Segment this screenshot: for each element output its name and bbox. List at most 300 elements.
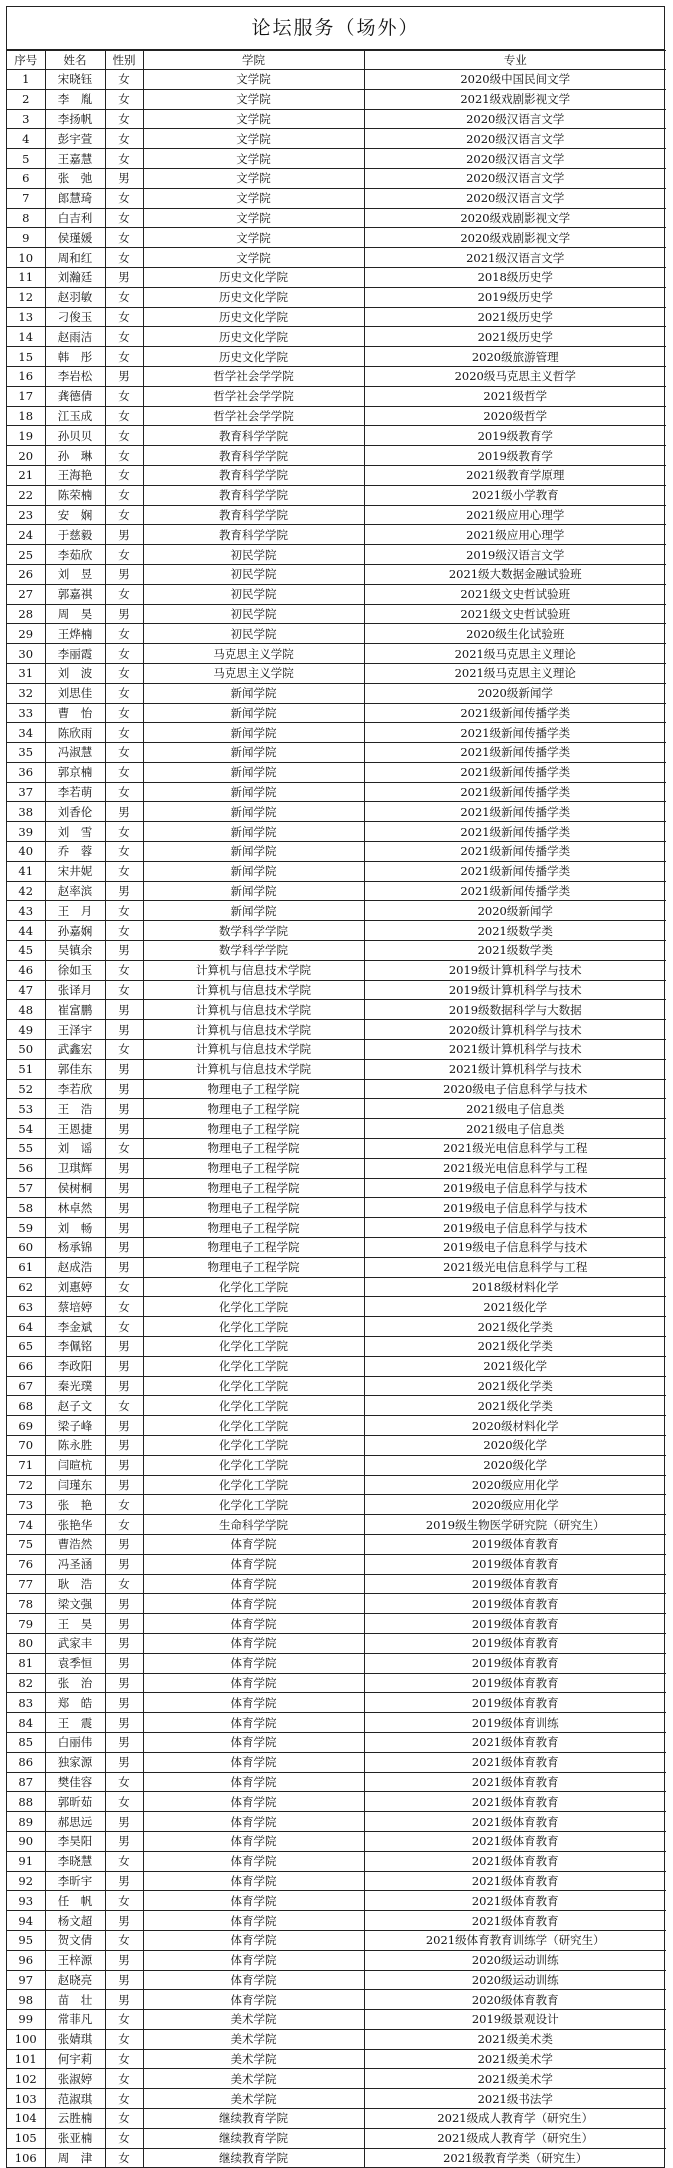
- index-cell: 65: [7, 1337, 45, 1357]
- gender-cell: 男: [105, 267, 143, 287]
- table-row: [7, 1792, 666, 1812]
- name-cell: 赵率滨: [45, 881, 105, 901]
- college-cell: 文学院: [143, 149, 364, 169]
- college-cell: 体育学院: [143, 1970, 364, 1990]
- gender-cell: 男: [105, 168, 143, 188]
- index-cell: 91: [7, 1851, 45, 1871]
- gender-cell: 男: [105, 1475, 143, 1495]
- major-cell: 2021级电子信息类: [364, 1099, 666, 1119]
- major-cell: 2021级新闻传播学类: [364, 762, 666, 782]
- gender-cell: 男: [105, 1732, 143, 1752]
- gender-cell: 女: [105, 1040, 143, 1060]
- gender-cell: 男: [105, 802, 143, 822]
- index-cell: 61: [7, 1257, 45, 1277]
- name-cell: 刘思佳: [45, 683, 105, 703]
- index-cell: 77: [7, 1574, 45, 1594]
- gender-cell: 女: [105, 1396, 143, 1416]
- gender-cell: 女: [105, 2148, 143, 2167]
- name-cell: 王 昊: [45, 1614, 105, 1634]
- college-cell: 化学化工学院: [143, 1376, 364, 1396]
- name-cell: 秦光璞: [45, 1376, 105, 1396]
- gender-cell: 女: [105, 980, 143, 1000]
- name-cell: 杨文超: [45, 1911, 105, 1931]
- name-cell: 吴镇余: [45, 941, 105, 961]
- major-cell: 2021级新闻传播学类: [364, 723, 666, 743]
- index-cell: 11: [7, 267, 45, 287]
- gender-cell: 女: [105, 2069, 143, 2089]
- table-row: [7, 1178, 666, 1198]
- name-cell: 李昕宇: [45, 1871, 105, 1891]
- college-cell: 继续教育学院: [143, 2109, 364, 2129]
- index-cell: 102: [7, 2069, 45, 2089]
- name-cell: 郭昕茹: [45, 1792, 105, 1812]
- college-cell: 教育科学学院: [143, 485, 364, 505]
- name-cell: 白丽伟: [45, 1732, 105, 1752]
- gender-cell: 男: [105, 1831, 143, 1851]
- gender-cell: 男: [105, 1752, 143, 1772]
- name-cell: 孙贝贝: [45, 426, 105, 446]
- name-cell: 樊佳容: [45, 1772, 105, 1792]
- index-cell: 92: [7, 1871, 45, 1891]
- name-cell: 陈永胜: [45, 1435, 105, 1455]
- name-cell: 周和红: [45, 248, 105, 268]
- college-cell: 教育科学学院: [143, 426, 364, 446]
- name-cell: 刘 畅: [45, 1218, 105, 1238]
- name-cell: 刁俊玉: [45, 307, 105, 327]
- gender-cell: 女: [105, 723, 143, 743]
- major-cell: 2019级体育教育: [364, 1574, 666, 1594]
- major-cell: 2019级教育学: [364, 446, 666, 466]
- major-cell: 2021级新闻传播学类: [364, 861, 666, 881]
- index-cell: 7: [7, 188, 45, 208]
- index-cell: 100: [7, 2029, 45, 2049]
- major-cell: 2019级体育教育: [364, 1594, 666, 1614]
- index-cell: 83: [7, 1693, 45, 1713]
- index-cell: 66: [7, 1356, 45, 1376]
- name-cell: 李政阳: [45, 1356, 105, 1376]
- college-cell: 新闻学院: [143, 861, 364, 881]
- table-row: [7, 1614, 666, 1634]
- index-cell: 22: [7, 485, 45, 505]
- index-cell: 99: [7, 2010, 45, 2030]
- name-cell: 周 津: [45, 2148, 105, 2167]
- name-cell: 赵子文: [45, 1396, 105, 1416]
- sheet-title: 论坛服务（场外）: [7, 7, 664, 50]
- gender-cell: 男: [105, 1673, 143, 1693]
- name-cell: 范淑琪: [45, 2089, 105, 2109]
- name-cell: 韩 彤: [45, 347, 105, 367]
- name-cell: 刘 昱: [45, 564, 105, 584]
- major-cell: 2021级汉语言文学: [364, 248, 666, 268]
- index-cell: 103: [7, 2089, 45, 2109]
- gender-cell: 女: [105, 703, 143, 723]
- major-cell: 2020级旅游管理: [364, 347, 666, 367]
- gender-cell: 女: [105, 287, 143, 307]
- major-cell: 2021级体育教育: [364, 1772, 666, 1792]
- college-cell: 体育学院: [143, 1693, 364, 1713]
- college-cell: 文学院: [143, 89, 364, 109]
- gender-cell: 女: [105, 545, 143, 565]
- gender-cell: 女: [105, 1891, 143, 1911]
- college-cell: 体育学院: [143, 1732, 364, 1752]
- college-cell: 化学化工学院: [143, 1356, 364, 1376]
- index-cell: 75: [7, 1534, 45, 1554]
- major-cell: 2021级数学类: [364, 921, 666, 941]
- name-cell: 张艳华: [45, 1515, 105, 1535]
- index-cell: 15: [7, 347, 45, 367]
- name-cell: 曹 怡: [45, 703, 105, 723]
- major-cell: 2021级马克思主义理论: [364, 663, 666, 683]
- college-cell: 体育学院: [143, 1812, 364, 1832]
- index-cell: 87: [7, 1772, 45, 1792]
- name-cell: 冯淑慧: [45, 743, 105, 763]
- major-cell: 2020级材料化学: [364, 1416, 666, 1436]
- college-cell: 新闻学院: [143, 703, 364, 723]
- name-cell: 李若欣: [45, 1079, 105, 1099]
- college-cell: 美术学院: [143, 2049, 364, 2069]
- index-cell: 49: [7, 1020, 45, 1040]
- name-cell: 卫琪辉: [45, 1158, 105, 1178]
- index-cell: 55: [7, 1139, 45, 1159]
- gender-cell: 女: [105, 465, 143, 485]
- major-cell: 2020级汉语言文学: [364, 188, 666, 208]
- college-cell: 数学科学学院: [143, 941, 364, 961]
- college-cell: 体育学院: [143, 1851, 364, 1871]
- name-cell: 赵羽敏: [45, 287, 105, 307]
- major-cell: 2020级运动训练: [364, 1950, 666, 1970]
- gender-cell: 男: [105, 564, 143, 584]
- gender-cell: 女: [105, 1277, 143, 1297]
- index-cell: 16: [7, 366, 45, 386]
- major-cell: 2021级文史哲试验班: [364, 604, 666, 624]
- gender-cell: 男: [105, 1218, 143, 1238]
- major-cell: 2021级美术类: [364, 2029, 666, 2049]
- college-cell: 教育科学学院: [143, 505, 364, 525]
- name-cell: 李金斌: [45, 1317, 105, 1337]
- college-cell: 新闻学院: [143, 901, 364, 921]
- table-row: [7, 1059, 666, 1079]
- index-cell: 26: [7, 564, 45, 584]
- name-cell: 闫瑾东: [45, 1475, 105, 1495]
- name-cell: 王恩捷: [45, 1119, 105, 1139]
- gender-cell: 女: [105, 960, 143, 980]
- name-cell: 龚德倩: [45, 386, 105, 406]
- table-row: [7, 248, 666, 268]
- major-cell: 2020级中国民间文学: [364, 70, 666, 90]
- gender-cell: 女: [105, 1317, 143, 1337]
- table-row: [7, 2148, 666, 2167]
- name-cell: 郑 皓: [45, 1693, 105, 1713]
- index-cell: 57: [7, 1178, 45, 1198]
- gender-cell: 男: [105, 604, 143, 624]
- gender-cell: 男: [105, 1950, 143, 1970]
- table-row: [7, 564, 666, 584]
- name-cell: 林卓然: [45, 1198, 105, 1218]
- major-cell: 2020级马克思主义哲学: [364, 366, 666, 386]
- index-cell: 74: [7, 1515, 45, 1535]
- index-cell: 38: [7, 802, 45, 822]
- name-cell: 任 帆: [45, 1891, 105, 1911]
- name-cell: 陈欣雨: [45, 723, 105, 743]
- table-row: [7, 1475, 666, 1495]
- gender-cell: 女: [105, 762, 143, 782]
- major-cell: 2018级历史学: [364, 267, 666, 287]
- name-cell: 彭宇萱: [45, 129, 105, 149]
- gender-cell: 男: [105, 1633, 143, 1653]
- major-cell: 2020级哲学: [364, 406, 666, 426]
- index-cell: 17: [7, 386, 45, 406]
- major-cell: 2021级马克思主义理论: [364, 644, 666, 664]
- gender-cell: 女: [105, 1495, 143, 1515]
- table-row: [7, 188, 666, 208]
- name-cell: 宋晓钰: [45, 70, 105, 90]
- gender-cell: 女: [105, 149, 143, 169]
- major-cell: 2019级体育教育: [364, 1633, 666, 1653]
- major-cell: 2020级化学: [364, 1455, 666, 1475]
- name-cell: 张亚楠: [45, 2128, 105, 2148]
- gender-cell: 女: [105, 129, 143, 149]
- gender-cell: 女: [105, 782, 143, 802]
- column-header-college: 学院: [143, 51, 364, 70]
- index-cell: 58: [7, 1198, 45, 1218]
- index-cell: 14: [7, 327, 45, 347]
- index-cell: 94: [7, 1911, 45, 1931]
- college-cell: 物理电子工程学院: [143, 1238, 364, 1258]
- gender-cell: 男: [105, 1376, 143, 1396]
- table-row: [7, 1495, 666, 1515]
- roster-sheet: [6, 6, 665, 2168]
- name-cell: 江玉成: [45, 406, 105, 426]
- name-cell: 赵晓亮: [45, 1970, 105, 1990]
- gender-cell: 女: [105, 1297, 143, 1317]
- major-cell: 2019级电子信息科学与技术: [364, 1218, 666, 1238]
- table-row: [7, 1574, 666, 1594]
- name-cell: 张 弛: [45, 168, 105, 188]
- index-cell: 89: [7, 1812, 45, 1832]
- index-cell: 59: [7, 1218, 45, 1238]
- college-cell: 体育学院: [143, 1594, 364, 1614]
- gender-cell: 女: [105, 743, 143, 763]
- table-row: [7, 1713, 666, 1733]
- gender-cell: 女: [105, 1139, 143, 1159]
- major-cell: 2019级数据科学与大数据: [364, 1000, 666, 1020]
- college-cell: 物理电子工程学院: [143, 1218, 364, 1238]
- table-row: [7, 465, 666, 485]
- table-row: [7, 861, 666, 881]
- name-cell: 赵成浩: [45, 1257, 105, 1277]
- college-cell: 物理电子工程学院: [143, 1079, 364, 1099]
- table-row: [7, 70, 666, 90]
- table-row: [7, 1337, 666, 1357]
- gender-cell: 女: [105, 208, 143, 228]
- index-cell: 93: [7, 1891, 45, 1911]
- name-cell: 王烨楠: [45, 624, 105, 644]
- major-cell: 2021级书法学: [364, 2089, 666, 2109]
- gender-cell: 女: [105, 228, 143, 248]
- major-cell: 2020级新闻学: [364, 683, 666, 703]
- table-row: [7, 644, 666, 664]
- college-cell: 文学院: [143, 70, 364, 90]
- college-cell: 初民学院: [143, 564, 364, 584]
- major-cell: 2021级成人教育学（研究生）: [364, 2109, 666, 2129]
- gender-cell: 男: [105, 1416, 143, 1436]
- gender-cell: 女: [105, 584, 143, 604]
- gender-cell: 女: [105, 89, 143, 109]
- table-row: [7, 881, 666, 901]
- college-cell: 化学化工学院: [143, 1297, 364, 1317]
- major-cell: 2020级应用化学: [364, 1475, 666, 1495]
- college-cell: 文学院: [143, 248, 364, 268]
- major-cell: 2020级计算机科学与技术: [364, 1020, 666, 1040]
- name-cell: 于慈毅: [45, 525, 105, 545]
- name-cell: 梁子峰: [45, 1416, 105, 1436]
- gender-cell: 女: [105, 446, 143, 466]
- table-row: [7, 1119, 666, 1139]
- gender-cell: 女: [105, 347, 143, 367]
- college-cell: 文学院: [143, 129, 364, 149]
- name-cell: 宋井妮: [45, 861, 105, 881]
- gender-cell: 男: [105, 1000, 143, 1020]
- gender-cell: 女: [105, 2089, 143, 2109]
- table-row: [7, 782, 666, 802]
- college-cell: 继续教育学院: [143, 2148, 364, 2167]
- gender-cell: 男: [105, 941, 143, 961]
- college-cell: 化学化工学院: [143, 1337, 364, 1357]
- table-row: [7, 1515, 666, 1535]
- name-cell: 李丽霞: [45, 644, 105, 664]
- major-cell: 2018级材料化学: [364, 1277, 666, 1297]
- gender-cell: 女: [105, 1772, 143, 1792]
- table-row: [7, 2029, 666, 2049]
- header-row: [7, 51, 666, 70]
- index-cell: 60: [7, 1238, 45, 1258]
- index-cell: 86: [7, 1752, 45, 1772]
- college-cell: 新闻学院: [143, 743, 364, 763]
- college-cell: 物理电子工程学院: [143, 1178, 364, 1198]
- college-cell: 体育学院: [143, 1831, 364, 1851]
- table-row: [7, 1040, 666, 1060]
- college-cell: 教育科学学院: [143, 525, 364, 545]
- index-cell: 45: [7, 941, 45, 961]
- major-cell: 2021级成人教育学（研究生）: [364, 2128, 666, 2148]
- column-header-gender: 性别: [105, 51, 143, 70]
- major-cell: 2021级体育教育: [364, 1812, 666, 1832]
- college-cell: 初民学院: [143, 545, 364, 565]
- college-cell: 计算机与信息技术学院: [143, 1020, 364, 1040]
- gender-cell: 男: [105, 1257, 143, 1277]
- major-cell: 2019级电子信息科学与技术: [364, 1198, 666, 1218]
- major-cell: 2019级历史学: [364, 287, 666, 307]
- gender-cell: 女: [105, 663, 143, 683]
- index-cell: 31: [7, 663, 45, 683]
- table-row: [7, 1831, 666, 1851]
- major-cell: 2019级体育教育: [364, 1614, 666, 1634]
- major-cell: 2021级应用心理学: [364, 525, 666, 545]
- table-row: [7, 1277, 666, 1297]
- college-cell: 文学院: [143, 228, 364, 248]
- gender-cell: 男: [105, 1099, 143, 1119]
- college-cell: 体育学院: [143, 1911, 364, 1931]
- gender-cell: 女: [105, 1792, 143, 1812]
- major-cell: 2021级历史学: [364, 307, 666, 327]
- name-cell: 李茹欣: [45, 545, 105, 565]
- index-cell: 79: [7, 1614, 45, 1634]
- major-cell: 2020级应用化学: [364, 1495, 666, 1515]
- name-cell: 郭佳东: [45, 1059, 105, 1079]
- college-cell: 马克思主义学院: [143, 663, 364, 683]
- major-cell: 2021级计算机科学与技术: [364, 1059, 666, 1079]
- name-cell: 耿 浩: [45, 1574, 105, 1594]
- index-cell: 69: [7, 1416, 45, 1436]
- index-cell: 50: [7, 1040, 45, 1060]
- college-cell: 美术学院: [143, 2069, 364, 2089]
- table-row: [7, 1851, 666, 1871]
- table-row: [7, 1594, 666, 1614]
- table-row: [7, 624, 666, 644]
- table-row: [7, 980, 666, 1000]
- index-cell: 30: [7, 644, 45, 664]
- index-cell: 35: [7, 743, 45, 763]
- index-cell: 12: [7, 287, 45, 307]
- table-row: [7, 584, 666, 604]
- table-row: [7, 505, 666, 525]
- college-cell: 化学化工学院: [143, 1475, 364, 1495]
- college-cell: 物理电子工程学院: [143, 1198, 364, 1218]
- table-row: [7, 1139, 666, 1159]
- college-cell: 体育学院: [143, 1772, 364, 1792]
- table-row: [7, 1970, 666, 1990]
- gender-cell: 女: [105, 2029, 143, 2049]
- table-row: [7, 1772, 666, 1792]
- table-row: [7, 109, 666, 129]
- major-cell: 2021级化学类: [364, 1337, 666, 1357]
- name-cell: 刘 波: [45, 663, 105, 683]
- major-cell: 2019级景观设计: [364, 2010, 666, 2030]
- major-cell: 2019级计算机科学与技术: [364, 960, 666, 980]
- gender-cell: 女: [105, 1515, 143, 1535]
- index-cell: 2: [7, 89, 45, 109]
- gender-cell: 女: [105, 644, 143, 664]
- college-cell: 历史文化学院: [143, 287, 364, 307]
- name-cell: 李晓慧: [45, 1851, 105, 1871]
- major-cell: 2021级体育教育: [364, 1831, 666, 1851]
- name-cell: 李扬帆: [45, 109, 105, 129]
- college-cell: 新闻学院: [143, 683, 364, 703]
- index-cell: 28: [7, 604, 45, 624]
- index-cell: 4: [7, 129, 45, 149]
- gender-cell: 男: [105, 1614, 143, 1634]
- table-row: [7, 2089, 666, 2109]
- major-cell: 2021级计算机科学与技术: [364, 1040, 666, 1060]
- table-row: [7, 1455, 666, 1475]
- index-cell: 21: [7, 465, 45, 485]
- index-cell: 8: [7, 208, 45, 228]
- major-cell: 2021级新闻传播学类: [364, 782, 666, 802]
- table-row: [7, 1000, 666, 1020]
- index-cell: 71: [7, 1455, 45, 1475]
- major-cell: 2021级化学类: [364, 1376, 666, 1396]
- major-cell: 2020级生化试验班: [364, 624, 666, 644]
- index-cell: 6: [7, 168, 45, 188]
- name-cell: 周 昊: [45, 604, 105, 624]
- major-cell: 2020级新闻学: [364, 901, 666, 921]
- major-cell: 2020级戏剧影视文学: [364, 208, 666, 228]
- name-cell: 王 震: [45, 1713, 105, 1733]
- college-cell: 化学化工学院: [143, 1435, 364, 1455]
- table-row: [7, 406, 666, 426]
- name-cell: 刘瀚廷: [45, 267, 105, 287]
- table-row: [7, 267, 666, 287]
